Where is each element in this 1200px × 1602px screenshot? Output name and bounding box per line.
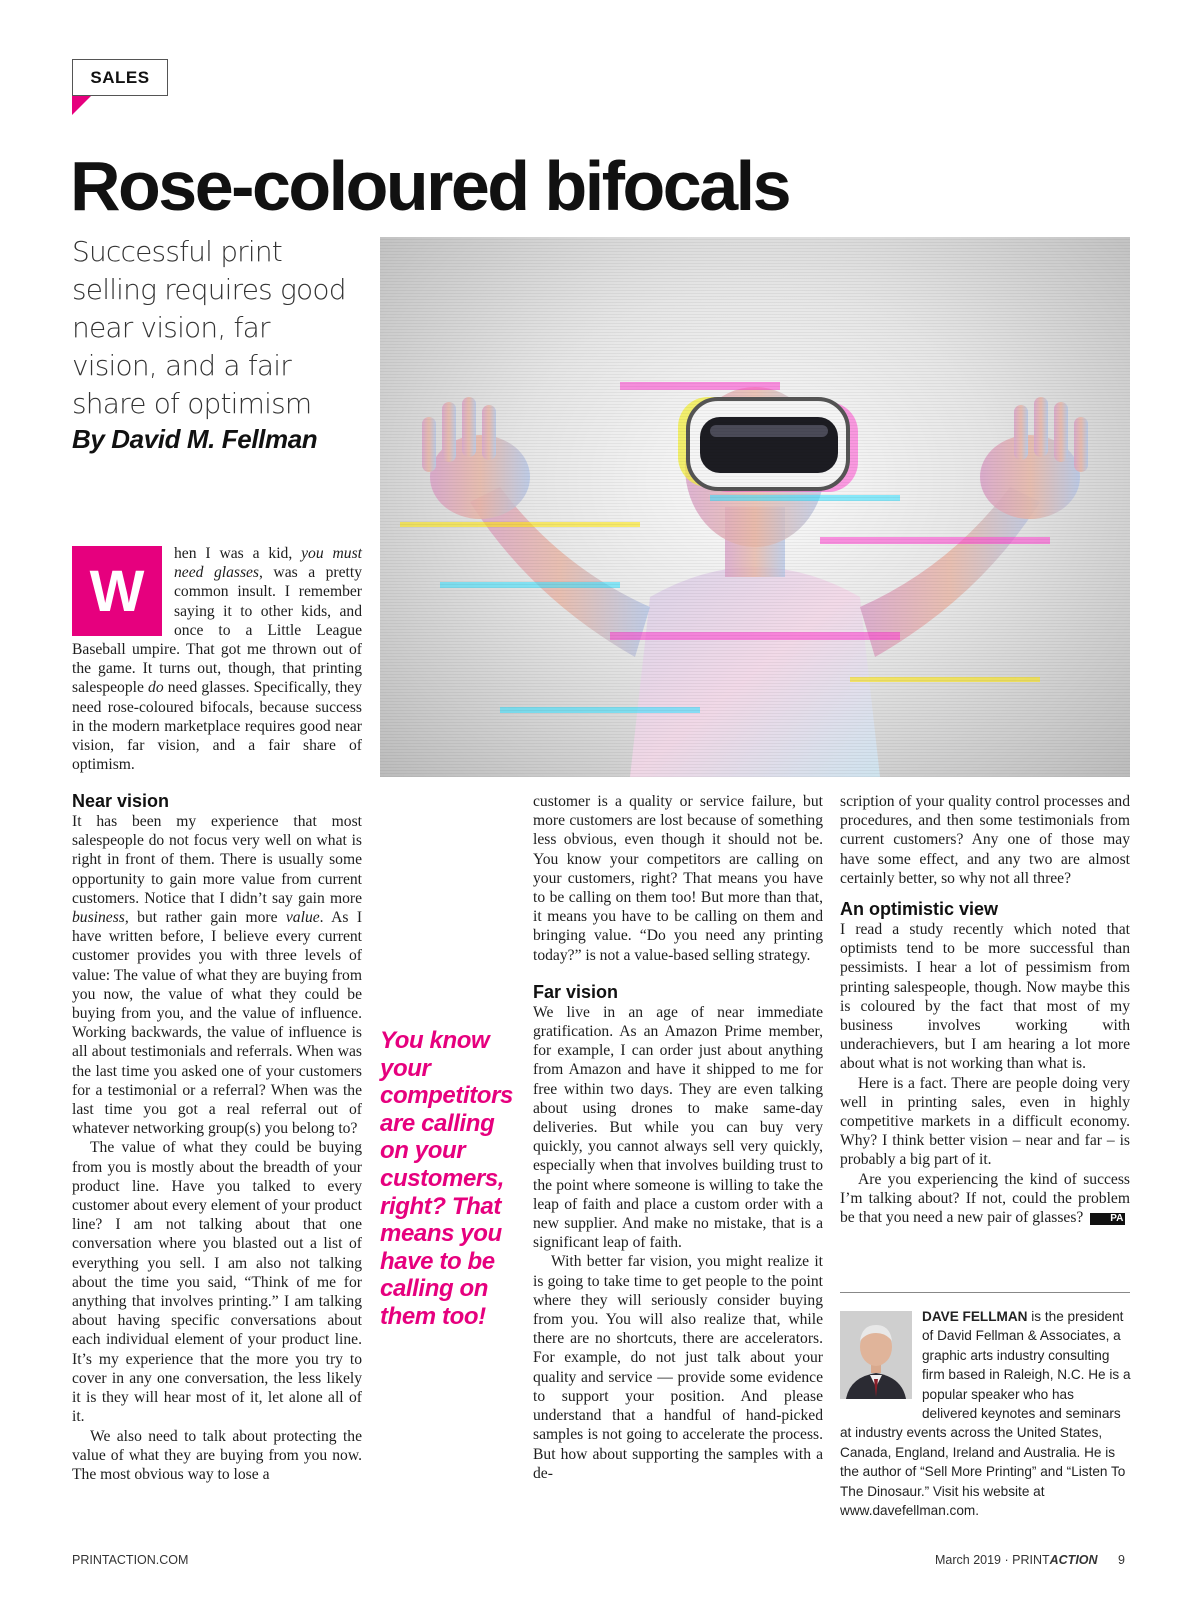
end-mark-badge: PA (1090, 1213, 1125, 1225)
far-vision-text: We live in an age of near immediate gratification. As an Amazon Prime member, for example, I can order just about anything from Amazon and have it shipped to me for free within two days. They are even talking about using drones to make same-day deliveries. But while you can buy very quickly, you cannot always sell very quickly, especially when that involves building trust to the point where someone is willing to take the leap of faith and place a custom order with a new supplier. And make no mistake, that is a significant leap of faith. With better far vision, you might realize it is going to take time to get people to the point where they will seriously consider buying from you. You will also realize that, while there are no shortcuts, there are accelerators. For example, do not just talk about your quality and service — provide some evidence to support your position. And please understand that a handful of hand-picked samples is not going to accelerate the process. But how about supporting the samples with a de- (533, 1003, 823, 1482)
section-tag-corner (72, 96, 91, 115)
footer-issue-date: March 2019 · PRINT (935, 1553, 1050, 1567)
footer-site: PRINTACTION.COM (72, 1553, 189, 1567)
dropcap: W (72, 546, 162, 636)
bio-name: DAVE FELLMAN (922, 1309, 1028, 1324)
intro-paragraph: hen I was a kid, you must need glasses, was a pretty common insult. I remember saying it to other kids, and once to a Little League Baseball umpire. That got me thrown out of the game. It turns out, though, that printing salespeople do need glasses. Specifically, they need rose-coloured bifocals, because success in the modern marketplace requires good near vision, far vision, and a fair share of optimism. (72, 545, 363, 774)
footer-issue (935, 1553, 1098, 1567)
column-4-text: scription of your quality control processes and procedures, and then some testimonials from current customers? Any one of those may have some effect, and any two are almost certainly better, so why not all three? (840, 793, 1130, 887)
headline: Rose-coloured bifocals (70, 147, 790, 225)
hero-image-vr-headset (380, 237, 1130, 777)
section-tag: SALES (72, 59, 168, 96)
bio-divider (840, 1292, 1130, 1293)
pull-quote: You know your competitors are calling on your customers, right? That means you have to be calling on them too! (380, 1027, 513, 1330)
near-vision-text: It has been my experience that most salespeople do not focus very well on what is right in front of them. There is usually some opportunity to gain more value from current customers. Notice that I didn’t say gain more business, but rather gain more value. As I have written before, I believe every current customer provides you with three levels of value: The value of what they are buying from you now, the value of what they could be buying from you, and the value of influence. Working backwards, the value of influence is all about testimonials and referrals. When was the last time you asked one of your customers for a testimonial or a referral? When was the last time you got a real referral out of whatever networking group(s) you belong to? The value of what they could be buying from you is mostly about the breadth of your product line. Have you talked to every customer about every element of your product line? I am not talking about that one conversation where you blasted out a list of everything you sell. I am also not talking about the time you said, “Think of me for anything that involves printing.” I am talking about having specific conversations about each individual element of your product line. It’s my experience that the more you try to cover in any one conversation, the less likely it is they will hear most of it, let alone all of it. We also need to talk about protecting the value of what they are buying from you now. The most obvious way to lose a (72, 813, 363, 1483)
optimistic-view-text: I read a study recently which noted that optimists tend to be more successful than pessimists. I hear a lot of pessimism from printing salespeople, though. Now maybe this is coloured by the fact that most of my business involves working with underachievers, but I am hearing a lot more about what is not working than what is. Here is a fact. There are people doing very well in printing sales, even in highly competitive markets in a difficult economy. Why? I think better vision – near and far – is probably a big part of it. Are you experiencing the kind of success I’m talking about? If not, could the problem be that you need a new pair of glasses? PA (840, 921, 1130, 1227)
author-bio (840, 1307, 1132, 1520)
column-3-text: customer is a quality or service failure, but more customers are lost because of something less obvious, even though it should not be. You know your competitors are calling on your customers, right? That means you have to be calling on them too! But more than that, it means you have to be calling on them and bringing value. “Do you need any printing today?” is not a value-based selling strategy. (533, 793, 823, 964)
heading-optimistic-view: An optimistic view (840, 899, 999, 920)
footer-brand: ACTION (1049, 1553, 1098, 1567)
scanline-overlay (380, 237, 1130, 777)
heading-far-vision: Far vision (533, 981, 619, 1002)
bio-text: is the president of David Fellman & Associates, a graphic arts industry consulting firm based in Raleigh, N.C. He is a popular speaker who has delivered keynotes and seminars at industry events across the United States, Canada, England, Ireland and Australia. He is the author of “Sell More Printing” and “Listen To The Dinosaur.” Visit his website at www.davefellman.com. (840, 1309, 1131, 1519)
deck: Successful print selling requires good near vision, far vision, and a fair share of optimism (72, 235, 346, 420)
heading-near-vision: Near vision (72, 791, 170, 811)
page-number: 9 (1118, 1553, 1125, 1567)
byline: By David M. Fellman (72, 424, 318, 454)
